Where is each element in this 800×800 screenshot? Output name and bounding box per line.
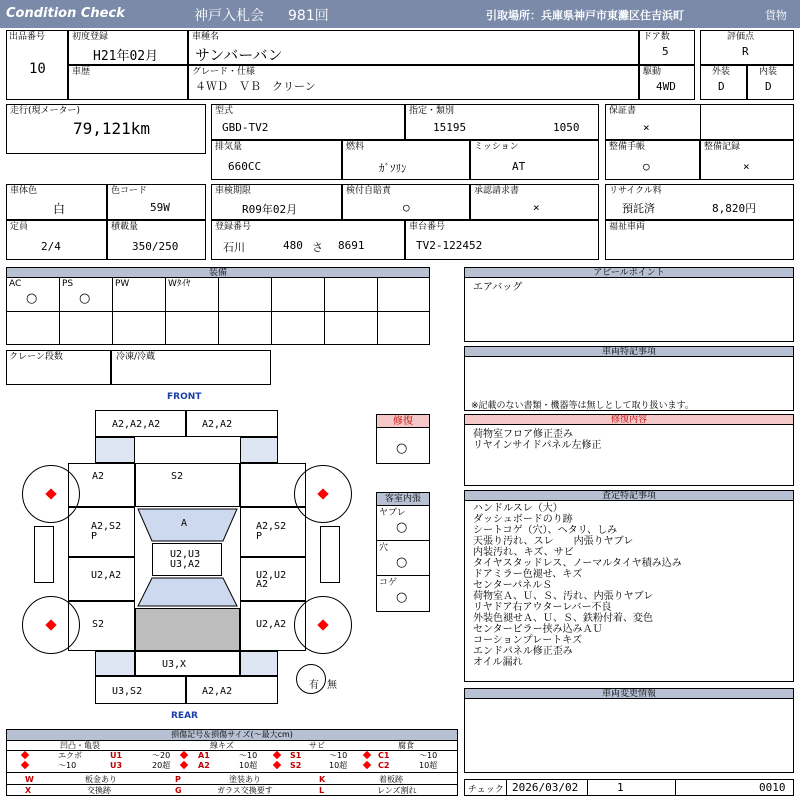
lot-label: 出品番号 — [9, 32, 46, 42]
equip-wtire-label: Wﾀｲﾔ — [168, 279, 191, 289]
car-diagram — [0, 390, 370, 725]
front-bumper-right[interactable]: A2,A2 — [186, 410, 278, 437]
fuel-value: ｶﾞｿﾘﾝ — [379, 162, 407, 175]
designation-label: 指定・類別 — [409, 106, 455, 116]
change-info-box — [464, 698, 794, 773]
equipment-header: 装備 — [6, 267, 430, 278]
legend-scratch-d: 10超 — [239, 761, 258, 770]
plate-area: 石川 — [223, 241, 245, 254]
first-reg-box — [68, 30, 188, 65]
legend-corrosion-c: C2 — [378, 761, 390, 770]
front-corner-right — [240, 437, 278, 463]
color-label: 車体色 — [10, 186, 38, 196]
tire-front-left[interactable] — [22, 465, 80, 523]
fridge-label: 冷凍/冷蔵 — [116, 352, 156, 362]
car-name-label: 車種名 — [192, 32, 220, 42]
auction-session: 981回 — [288, 8, 329, 24]
designation-value: 15195 — [433, 121, 467, 134]
service-record-label: 整備記録 — [704, 142, 741, 152]
note-line: 天張り汚れ、スレ 内張りヤブレ — [473, 536, 634, 547]
plate-kana: さ — [312, 241, 323, 254]
load-box — [107, 220, 206, 260]
chassis-value: TV2-122452 — [416, 239, 483, 252]
legend-group-corrosion: 腐食 — [398, 741, 414, 750]
vehicle-category: 貨物 — [765, 9, 787, 22]
drive-label: 駆動 — [643, 67, 662, 77]
back-door[interactable]: U3,X — [135, 651, 240, 676]
tire-rear-left[interactable] — [22, 596, 80, 654]
model-box — [211, 104, 405, 140]
spare-none: 無 — [327, 680, 337, 691]
header-bar — [0, 0, 800, 28]
legend-dent-c: 〜20 — [152, 751, 171, 760]
cabin-box — [376, 492, 430, 612]
legend-symbol-p-code: P — [175, 775, 181, 784]
mileage-box — [6, 104, 206, 154]
cabin-burn-label: コゲ — [379, 578, 398, 588]
mileage-label: 走行(現メーター) — [10, 106, 81, 116]
approval-value: × — [533, 201, 540, 214]
recycle-label: リサイクル料 — [609, 186, 662, 196]
legend-rust-c: S2 — [290, 761, 302, 770]
note-line: センターピラー挟み込みＡＵ — [473, 624, 603, 635]
repair-detail-header: 修復内容 — [464, 414, 794, 425]
check-count: 1 — [617, 781, 624, 794]
interior-label: 内装 — [759, 67, 778, 77]
front-bumper-left[interactable]: A2,A2,A2 — [95, 410, 186, 437]
warranty-value: × — [643, 121, 650, 134]
load-label: 積載量 — [111, 222, 139, 232]
colorcode-box — [107, 184, 206, 220]
repair-header: 修復 — [376, 414, 430, 428]
equipment-grid — [6, 277, 430, 345]
score-box — [700, 30, 794, 65]
repair-detail-line-0: 荷物室フロア修正歪み — [473, 429, 573, 440]
insurance-label: 検付自賠責 — [346, 186, 392, 196]
displacement-label: 排気量 — [215, 142, 243, 152]
check-date: 2026/03/02 — [512, 781, 579, 794]
lot-number: 10 — [29, 61, 46, 77]
note-line: タイヤスタッドレス、ノーマルタイヤ積み込み — [473, 558, 682, 569]
legend-group-rust: サビ — [309, 741, 325, 750]
exterior-value: D — [718, 80, 725, 93]
insurance-box — [342, 184, 470, 220]
first-reg-value: H21年02月 — [93, 49, 159, 64]
recycle-amount: 8,820円 — [712, 202, 757, 215]
capacity-box — [6, 220, 107, 260]
legend-symbol-x-code: X — [25, 786, 32, 795]
insurance-value: ○ — [403, 201, 410, 214]
special-header: 車両特記事項 — [464, 346, 794, 357]
manual-box — [605, 140, 700, 180]
first-reg-label: 初度登録 — [72, 32, 109, 42]
inspection-notes-header: 査定特記事項 — [464, 490, 794, 501]
repair-detail-box — [464, 424, 794, 486]
appeal-header: アピールポイント — [464, 267, 794, 278]
appeal-box — [464, 277, 794, 342]
rear-corner-left — [95, 651, 135, 676]
drive-value: 4WD — [656, 80, 676, 93]
equip-pw-label: PW — [115, 279, 130, 289]
grade-value: ４ＷＤ ＶＢ クリーン — [195, 80, 316, 93]
mission-label: ミッション — [474, 142, 519, 152]
right-rear-door[interactable]: U2,U2 A2 — [240, 557, 306, 601]
doors-label: ドア数 — [643, 32, 670, 42]
legend-dent-f: 20超 — [152, 761, 171, 770]
windshield[interactable] — [135, 507, 240, 543]
front-corner-left — [95, 437, 135, 463]
colorcode-value: 59W — [150, 201, 170, 214]
left-rear-door[interactable]: U2,A2 — [68, 557, 135, 601]
crane-label: クレーン段数 — [9, 352, 63, 362]
history-box — [68, 65, 188, 100]
inspection-value: R09年02月 — [242, 203, 298, 216]
hood[interactable]: S2 — [135, 463, 240, 507]
displacement-value: 660CC — [228, 160, 262, 173]
legend-symbol-p-text: 塗装あり — [229, 775, 261, 784]
legend-dent-a: エクボ — [58, 751, 82, 760]
legend-symbol-l-code: L — [319, 786, 325, 795]
legend-dent-d: 〜10 — [58, 761, 77, 770]
car-name-box — [188, 30, 639, 65]
equip-ps-mark: ○ — [79, 291, 91, 306]
plate-number: 8691 — [338, 239, 365, 252]
rear-corner-right — [240, 651, 278, 676]
equip-ps-label: PS — [62, 279, 74, 289]
fuel-box — [342, 140, 470, 180]
classification-value: 1050 — [553, 121, 580, 134]
manual-value: ○ — [643, 160, 650, 173]
fuel-label: 燃料 — [346, 142, 365, 152]
interior-value: D — [765, 80, 772, 93]
inspection-label: 車検期限 — [215, 186, 252, 196]
legend-symbol-k-text: 着板跡 — [379, 775, 403, 784]
cabin-hole-label: 穴 — [379, 543, 389, 553]
left-front-door[interactable]: A2,S2 P — [68, 507, 135, 557]
check-label: チェック — [468, 785, 504, 795]
roof[interactable]: U2,U3 U3,A2 — [152, 543, 222, 576]
history-label: 車歴 — [72, 67, 91, 77]
crane-box — [6, 350, 111, 385]
left-rear-panel[interactable]: S2 — [68, 601, 135, 651]
equip-ac-label: AC — [9, 279, 22, 289]
color-box — [6, 184, 107, 220]
warranty-divider — [700, 105, 701, 140]
legend-rust-a: S1 — [290, 751, 302, 760]
note-line: 外装色褪せＡ、Ｕ、Ｓ、鉄粉付着、変色 — [473, 613, 653, 624]
colorcode-label: 色コード — [111, 186, 148, 196]
score-value: R — [742, 45, 749, 58]
legend-group-scratch: 線キズ — [210, 741, 234, 750]
right-front-door[interactable]: A2,S2 P — [240, 507, 306, 557]
plate-label: 登録番号 — [215, 222, 252, 232]
windshield-mark: A — [181, 518, 188, 529]
rear-window[interactable] — [135, 576, 240, 608]
legend-symbol-w-code: W — [25, 775, 34, 784]
recycle-status: 預託済 — [622, 202, 655, 215]
chassis-label: 車台番号 — [409, 222, 446, 232]
legend-symbol-k-code: K — [319, 775, 326, 784]
legend-corrosion-a: C1 — [378, 751, 390, 760]
appeal-line-0: エアバッグ — [473, 282, 523, 293]
cabin-tear-mark: ○ — [396, 520, 408, 535]
note-line: リヤドア右アウターレバー不良 — [473, 602, 612, 613]
inspection-notes-list — [473, 503, 682, 668]
drive-box — [639, 65, 695, 100]
legend-symbol-l-text: レンズ割れ — [377, 786, 417, 795]
score-label: 評価点 — [727, 32, 755, 42]
inspection-box — [211, 184, 342, 220]
grade-label: グレード・仕様 — [192, 67, 256, 77]
repair-detail-line-1: リヤインサイドパネル左修正 — [473, 440, 602, 451]
plate-box — [211, 220, 405, 260]
rear-label: REAR — [171, 711, 198, 721]
note-line: コーションプレートキズ — [473, 635, 582, 646]
legend-scratch-c: A2 — [198, 761, 210, 770]
mission-value: AT — [512, 160, 526, 173]
grade-box — [188, 65, 639, 100]
service-record-value: × — [743, 160, 750, 173]
interior-box — [747, 65, 794, 100]
mirror-left[interactable] — [34, 526, 54, 583]
note-line: ドアミラー色褪せ、キズ — [473, 569, 583, 580]
legend-corrosion-b: 〜10 — [419, 751, 438, 760]
note-line: シートコゲ（穴）、ヘタリ、しみ — [473, 525, 618, 536]
doors-value: 5 — [662, 45, 669, 58]
recycle-box — [605, 184, 794, 220]
note-line: エンドパネル修正歪み — [473, 646, 573, 657]
cabin-burn-mark: ○ — [396, 590, 408, 605]
front-fender-left[interactable]: A2 — [68, 463, 135, 507]
legend-symbol-w-text: 板金あり — [85, 775, 117, 784]
tire-front-right[interactable] — [294, 465, 352, 523]
lot-box — [6, 30, 68, 100]
capacity-value: 2/4 — [41, 240, 61, 253]
displacement-box — [211, 140, 342, 180]
model-value: GBD-TV2 — [222, 121, 269, 134]
fridge-box — [111, 350, 271, 385]
spare-present: 有 — [309, 680, 319, 691]
welfare-box — [605, 220, 794, 260]
chassis-box — [405, 220, 599, 260]
note-line: 荷物室Ａ、Ｕ、Ｓ、汚れ、内張りヤブレ — [473, 591, 654, 602]
manual-label: 整備手帳 — [609, 142, 646, 152]
note-line: センターパネルＳ — [473, 580, 553, 591]
special-note: ※記載のない書類・機器等は無しとして取り扱います。 — [471, 401, 694, 411]
mileage-value: 79,121km — [73, 119, 151, 138]
doors-box — [639, 30, 695, 65]
check-bar — [464, 779, 794, 796]
warranty-label: 保証書 — [609, 106, 637, 116]
legend-title: 損傷記号＆損傷サイズ(〜最大cm) — [7, 730, 457, 740]
legend-symbol-g-code: G — [175, 786, 182, 795]
legend-scratch-b: 〜10 — [239, 751, 258, 760]
equip-ac-mark: ○ — [26, 291, 38, 306]
model-label: 型式 — [215, 106, 234, 116]
exterior-label: 外装 — [712, 67, 731, 77]
approval-label: 承認請求書 — [474, 186, 520, 196]
plate-class: 480 — [283, 239, 303, 252]
note-line: オイル漏れ — [473, 657, 523, 668]
note-line: 内装汚れ、キズ、サビ — [473, 547, 574, 558]
legend-group-dent: 凹凸・亀裂 — [60, 741, 100, 750]
mission-box — [470, 140, 599, 180]
legend-rust-d: 10超 — [329, 761, 348, 770]
header-title: Condition Check — [6, 6, 125, 21]
inspection-notes-box — [464, 500, 794, 682]
legend-symbol-x-text: 交換跡 — [87, 786, 111, 795]
pickup-location: 引取場所：兵庫県神戸市東灘区住吉浜町 — [486, 9, 684, 22]
tire-rear-right[interactable] — [294, 596, 352, 654]
legend-scratch-a: A1 — [198, 751, 210, 760]
warranty-box — [605, 104, 794, 140]
legend-dent-e: U3 — [110, 761, 123, 770]
legend-symbol-g-text: ガラス交換要す — [217, 786, 273, 795]
capacity-label: 定員 — [10, 222, 29, 232]
exterior-box — [700, 65, 747, 100]
legend-corrosion-d: 10超 — [419, 761, 438, 770]
welfare-label: 福祉車両 — [609, 222, 646, 232]
mirror-right[interactable] — [320, 526, 340, 583]
approval-box — [470, 184, 599, 220]
repair-mark: ○ — [396, 441, 408, 456]
right-rear-panel[interactable]: U2,A2 — [240, 601, 306, 651]
cabin-hole-mark: ○ — [396, 555, 408, 570]
load-value: 350/250 — [132, 240, 179, 253]
note-line: ハンドルスレ（大） — [473, 503, 563, 514]
cabin-header: 客室内張 — [376, 492, 430, 506]
color-value: 白 — [53, 202, 66, 216]
check-code: 0010 — [759, 781, 786, 794]
front-label: FRONT — [167, 392, 202, 402]
legend-rust-b: 〜10 — [329, 751, 348, 760]
rear-bumper-right[interactable]: A2,A2 — [186, 676, 278, 704]
cargo-floor[interactable] — [135, 608, 240, 651]
repair-box — [376, 414, 430, 464]
legend-dent-b: U1 — [110, 751, 123, 760]
auction-name: 神戸入札会 — [194, 8, 264, 24]
car-name-value: サンバーバン — [195, 46, 283, 64]
service-record-box — [700, 140, 794, 180]
change-info-header: 車両変更情報 — [464, 688, 794, 699]
designation-box — [405, 104, 599, 140]
rear-bumper-left[interactable]: U3,S2 — [95, 676, 186, 704]
legend — [6, 729, 458, 796]
cabin-tear-label: ヤブレ — [379, 508, 406, 518]
note-line: ダッシュボードのり跡 — [473, 514, 573, 525]
special-box — [464, 356, 794, 411]
